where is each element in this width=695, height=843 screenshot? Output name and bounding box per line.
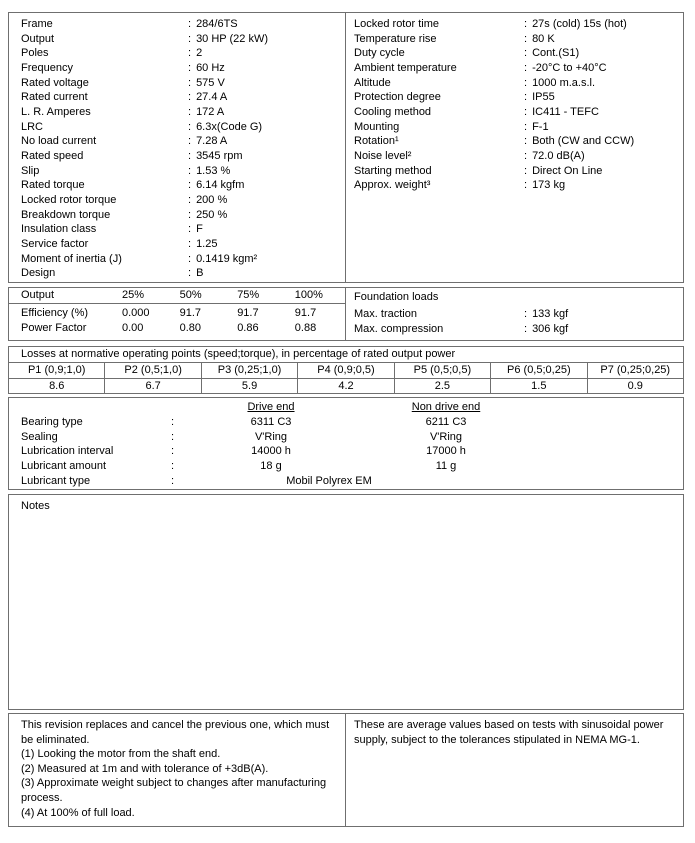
colon-separator: : xyxy=(524,179,528,192)
colon-separator: : xyxy=(188,267,192,280)
spec-label: Service factor xyxy=(21,237,89,250)
loss-point-header-cell: P2 (0,5;1,0) xyxy=(104,363,200,378)
spec-value xyxy=(524,61,607,76)
colon-separator: : xyxy=(524,47,528,60)
losses-value-row xyxy=(9,379,683,394)
colon-separator: : xyxy=(524,322,528,335)
bearing-non-drive-end-value: V'Ring xyxy=(429,430,463,443)
spec-label: Max. traction xyxy=(354,308,417,320)
colon-separator: : xyxy=(188,223,192,236)
lubricant-type-label: Lubricant type xyxy=(21,474,91,487)
spec-value-text: 3545 rpm xyxy=(196,149,243,162)
spec-label: L. R. Amperes xyxy=(21,105,91,118)
spec-value xyxy=(524,46,579,61)
spec-value xyxy=(188,178,244,193)
loss-value-cell: 4.2 xyxy=(297,379,393,394)
spec-value-text: 172 A xyxy=(196,105,225,118)
spec-value xyxy=(188,237,217,252)
spec-row xyxy=(354,46,683,61)
power-factor-value: 0.86 xyxy=(237,321,259,334)
spec-row xyxy=(354,61,683,76)
colon-separator: : xyxy=(188,135,192,148)
spec-value xyxy=(524,120,549,135)
spec-value-text: 60 Hz xyxy=(196,61,225,74)
foundation-rows xyxy=(354,307,683,336)
spec-value xyxy=(188,222,203,237)
spec-value-text: Cont.(S1) xyxy=(532,47,580,60)
bearing-row xyxy=(9,415,683,430)
colon-separator: : xyxy=(524,76,528,89)
spec-value xyxy=(188,46,202,61)
spec-row xyxy=(354,120,683,135)
spec-row xyxy=(21,222,345,237)
footer-right-paragraphs xyxy=(346,714,683,747)
spec-value xyxy=(188,90,227,105)
efficiency-value: 91.7 xyxy=(179,307,202,319)
colon-separator: : xyxy=(188,193,192,206)
colon-separator: : xyxy=(171,415,175,428)
spec-label: Rated current xyxy=(21,91,88,104)
bearing-row-label: Bearing type xyxy=(21,415,83,428)
footer-note-paragraph: (3) Approximate weight subject to changes after manufacturing process. xyxy=(21,777,327,804)
spec-row xyxy=(21,237,345,252)
bearing-row-label: Sealing xyxy=(21,430,58,443)
spec-value-text: 306 kgf xyxy=(532,322,569,335)
spec-value-text: F-1 xyxy=(532,120,549,133)
efficiency-label: Efficiency (%) xyxy=(21,307,89,319)
spec-row xyxy=(354,164,683,179)
spec-value xyxy=(188,164,230,179)
spec-value xyxy=(188,252,257,267)
load-point-header: 25% xyxy=(122,289,145,301)
spec-label: LRC xyxy=(21,120,44,133)
spec-value xyxy=(524,90,555,105)
spec-value-text: 72.0 dB(A) xyxy=(532,149,585,162)
colon-separator: : xyxy=(171,460,175,473)
spec-label: Moment of inertia (J) xyxy=(21,252,122,265)
lubricant-type-value: Mobil Polyrex EM xyxy=(286,474,372,487)
spec-value xyxy=(188,76,225,91)
spec-value xyxy=(188,149,243,164)
spec-row xyxy=(354,322,683,337)
spec-label: Frequency xyxy=(21,61,73,74)
loss-value-cell: 1.5 xyxy=(490,379,586,394)
spec-value xyxy=(188,134,227,149)
spec-row xyxy=(354,76,683,91)
spec-value-text: Direct On Line xyxy=(532,164,603,177)
colon-separator: : xyxy=(188,91,192,104)
colon-separator: : xyxy=(524,91,528,104)
specifications-right-column xyxy=(346,13,683,282)
spec-label: Noise level² xyxy=(354,149,412,162)
spec-label: Locked rotor time xyxy=(354,18,439,30)
spec-value-text: Both (CW and CCW) xyxy=(532,135,635,148)
bearing-drive-end-value: V'Ring xyxy=(254,430,288,443)
spec-label: Output xyxy=(21,32,55,45)
colon-separator: : xyxy=(524,61,528,74)
spec-row xyxy=(354,90,683,105)
loss-value-cell: 6.7 xyxy=(104,379,200,394)
spec-row xyxy=(21,149,345,164)
spec-row xyxy=(354,105,683,120)
footer-note-paragraph: (2) Measured at 1m and with tolerance of +3dB(A). xyxy=(21,762,269,775)
colon-separator: : xyxy=(188,18,192,30)
spec-label: Rotation¹ xyxy=(354,135,399,148)
spec-row xyxy=(21,76,345,91)
colon-separator: : xyxy=(171,445,175,458)
spec-value-text: IP55 xyxy=(532,91,555,104)
bearing-row-label: Lubrication interval xyxy=(21,445,114,458)
spec-label: Max. compression xyxy=(354,322,444,335)
spec-row xyxy=(21,46,345,61)
spec-row xyxy=(21,120,345,135)
spec-row xyxy=(21,266,345,281)
bearing-drive-end-value: 6311 C3 xyxy=(250,415,292,428)
bearing-header-spacer xyxy=(21,400,181,415)
colon-separator: : xyxy=(188,208,192,221)
spec-row xyxy=(354,307,683,322)
spec-list-right xyxy=(346,13,683,193)
specifications-left-column xyxy=(9,13,346,282)
spec-value-text: 6.3x(Code G) xyxy=(196,120,263,133)
spec-row xyxy=(21,193,345,208)
drive-end-column-header: Drive end xyxy=(247,401,295,413)
spec-label: Ambient temperature xyxy=(354,61,457,74)
footer-remarks-section xyxy=(8,713,684,827)
spec-value xyxy=(188,120,262,135)
loss-point-header-cell: P3 (0,25;1,0) xyxy=(201,363,297,378)
losses-section xyxy=(8,346,684,394)
colon-separator: : xyxy=(188,237,192,250)
bearings-section xyxy=(8,397,684,490)
footer-note-paragraph: These are average values based on tests with sinusoidal power supply, subject to the tolerances stipulated in NEMA MG-1. xyxy=(354,719,664,746)
specifications-section xyxy=(8,12,684,283)
spec-value xyxy=(524,178,565,193)
spec-label: Starting method xyxy=(354,164,432,177)
spec-row xyxy=(354,134,683,149)
spec-row xyxy=(21,178,345,193)
loss-point-header-cell: P7 (0,25;0,25) xyxy=(587,363,683,378)
spec-label: Protection degree xyxy=(354,91,441,104)
spec-value xyxy=(188,61,225,76)
spec-row xyxy=(21,61,345,76)
performance-header-label: Output xyxy=(21,289,55,301)
colon-separator: : xyxy=(524,120,528,133)
colon-separator: : xyxy=(188,252,192,265)
spec-value-text: 1.53 % xyxy=(196,164,231,177)
colon-separator: : xyxy=(524,32,528,45)
spec-value xyxy=(188,17,238,32)
spec-value xyxy=(524,322,568,337)
spec-value xyxy=(524,164,602,179)
performance-table xyxy=(9,288,346,340)
spec-label: Rated torque xyxy=(21,179,85,192)
colon-separator: : xyxy=(171,474,175,487)
lubricant-type-row xyxy=(9,474,683,489)
spec-value xyxy=(524,76,595,91)
spec-value xyxy=(524,105,599,120)
footer-left-paragraphs xyxy=(9,714,345,820)
colon-separator: : xyxy=(188,76,192,89)
spec-label: Altitude xyxy=(354,76,391,89)
spec-value-text: 1.25 xyxy=(196,237,218,250)
spec-row xyxy=(21,134,345,149)
bearing-rows xyxy=(9,415,683,474)
spec-value xyxy=(188,105,224,120)
bearing-non-drive-end-value: 17000 h xyxy=(426,445,466,458)
efficiency-value: 91.7 xyxy=(237,307,259,319)
bearing-row-label: Lubricant amount xyxy=(21,460,106,473)
spec-value xyxy=(188,208,227,223)
spec-label: Mounting xyxy=(354,120,400,133)
performance-section xyxy=(8,287,684,341)
spec-row xyxy=(21,208,345,223)
colon-separator: : xyxy=(524,18,528,30)
footer-note-paragraph: (4) At 100% of full load. xyxy=(21,806,135,819)
colon-separator: : xyxy=(188,164,192,177)
loss-value-cell: 5.9 xyxy=(201,379,297,394)
colon-separator: : xyxy=(188,47,192,60)
spec-label: Breakdown torque xyxy=(21,208,111,221)
spec-value-text: 2 xyxy=(196,47,203,60)
spec-row xyxy=(21,32,345,47)
spec-value-text: 80 K xyxy=(532,32,555,45)
spec-value-text: IC411 - TEFC xyxy=(532,105,599,118)
spec-label: Design xyxy=(21,267,56,280)
spec-value xyxy=(188,266,203,281)
spec-label: Cooling method xyxy=(354,105,432,118)
spec-value xyxy=(524,149,585,164)
colon-separator: : xyxy=(524,308,528,320)
spec-value xyxy=(524,17,627,32)
spec-value xyxy=(524,32,555,47)
spec-row xyxy=(21,164,345,179)
loss-point-header-cell: P6 (0,5;0,25) xyxy=(490,363,586,378)
performance-header-row xyxy=(9,288,345,304)
load-point-header: 50% xyxy=(179,289,202,301)
spec-value xyxy=(188,32,268,47)
spec-value-text: 27s (cold) 15s (hot) xyxy=(532,18,627,30)
spec-label: Insulation class xyxy=(21,223,97,236)
spec-value xyxy=(524,134,634,149)
footer-right-remarks xyxy=(346,714,683,826)
load-point-header: 75% xyxy=(237,289,260,301)
spec-label: Frame xyxy=(21,18,53,30)
spec-label: Duty cycle xyxy=(354,47,405,60)
loss-value-cell: 8.6 xyxy=(49,380,65,392)
spec-label: Approx. weight³ xyxy=(354,179,431,192)
non-drive-end-column-header: Non drive end xyxy=(411,401,481,413)
spec-value-text: 200 % xyxy=(196,193,228,206)
bearing-row xyxy=(9,459,683,474)
colon-separator: : xyxy=(188,149,192,162)
efficiency-row xyxy=(9,306,345,321)
colon-separator: : xyxy=(188,32,192,45)
spec-value xyxy=(188,193,227,208)
spec-label: Temperature rise xyxy=(354,32,437,45)
colon-separator: : xyxy=(188,120,192,133)
spec-row xyxy=(354,149,683,164)
colon-separator: : xyxy=(188,179,192,192)
spec-label: Poles xyxy=(21,47,49,60)
spec-row xyxy=(21,105,345,120)
spec-value-text: 133 kgf xyxy=(532,308,569,320)
power-factor-value: 0.80 xyxy=(179,321,202,334)
spec-value-text: 27.4 A xyxy=(196,91,228,104)
spec-label: Rated voltage xyxy=(21,76,89,89)
spec-row xyxy=(21,17,345,32)
spec-value-text: 7.28 A xyxy=(196,135,228,148)
spec-value-text: 6.14 kgfm xyxy=(196,179,245,192)
spec-value-text: 284/6TS xyxy=(196,18,238,30)
efficiency-value: 91.7 xyxy=(294,307,317,319)
spec-label: Rated speed xyxy=(21,149,84,162)
loss-point-header-cell: P5 (0,5;0,5) xyxy=(394,363,490,378)
losses-title: Losses at normative operating points (speed;torque), in percentage of rated output power xyxy=(9,347,683,363)
colon-separator: : xyxy=(524,135,528,148)
bearing-non-drive-end-value: 11 g xyxy=(435,460,457,473)
loss-value-cell: 2.5 xyxy=(394,379,490,394)
spec-row xyxy=(354,32,683,47)
notes-section xyxy=(8,494,684,710)
spec-list-left xyxy=(9,13,345,281)
power-factor-value: 0.88 xyxy=(294,321,317,334)
loss-point-header-cell: P1 (0,9;1,0) xyxy=(27,364,86,376)
footer-left-remarks xyxy=(9,714,346,826)
bearing-drive-end-value: 18 g xyxy=(260,460,282,473)
spec-value-text: 250 % xyxy=(196,208,228,221)
foundation-loads-panel xyxy=(346,288,683,340)
foundation-loads-title: Foundation loads xyxy=(354,291,439,303)
bearing-non-drive-end-value: 6211 C3 xyxy=(425,415,467,428)
power-factor-value: 0.00 xyxy=(122,321,144,334)
spec-row xyxy=(21,252,345,267)
colon-separator: : xyxy=(524,164,528,177)
spec-label: Locked rotor torque xyxy=(21,193,117,206)
colon-separator: : xyxy=(188,105,192,118)
spec-value xyxy=(524,307,568,322)
spec-value-text: 30 HP (22 kW) xyxy=(196,32,268,45)
spec-label: No load current xyxy=(21,135,97,148)
colon-separator: : xyxy=(188,61,192,74)
power-factor-row xyxy=(9,321,345,336)
spec-value-text: 575 V xyxy=(196,76,225,89)
spec-value-text: 173 kg xyxy=(532,179,566,192)
spec-row xyxy=(354,178,683,193)
bearing-row xyxy=(9,444,683,459)
spec-row xyxy=(354,17,683,32)
load-point-header: 100% xyxy=(294,289,323,301)
spec-value-text: F xyxy=(196,223,203,236)
colon-separator: : xyxy=(524,149,528,162)
colon-separator: : xyxy=(171,430,175,443)
loss-value-cell: 0.9 xyxy=(587,379,683,394)
spec-row xyxy=(21,90,345,105)
power-factor-label: Power Factor xyxy=(21,321,87,334)
loss-point-header-cell: P4 (0,9;0,5) xyxy=(297,363,393,378)
footer-note-paragraph: (1) Looking the motor from the shaft end. xyxy=(21,748,221,761)
bearing-column-header-row xyxy=(9,400,683,415)
bearing-row xyxy=(9,430,683,445)
spec-value-text: 0.1419 kgm² xyxy=(196,252,258,265)
colon-separator: : xyxy=(524,105,528,118)
spec-label: Slip xyxy=(21,164,40,177)
efficiency-value: 0.000 xyxy=(122,307,150,319)
spec-value-text: -20°C to +40°C xyxy=(532,61,607,74)
notes-title: Notes xyxy=(21,500,50,512)
bearing-drive-end-value: 14000 h xyxy=(251,445,291,458)
losses-point-header-row xyxy=(9,363,683,379)
footer-note-paragraph: This revision replaces and cancel the previous one, which must be eliminated. xyxy=(21,719,330,746)
spec-value-text: 1000 m.a.s.l. xyxy=(532,76,596,89)
spec-value-text: B xyxy=(196,267,204,280)
